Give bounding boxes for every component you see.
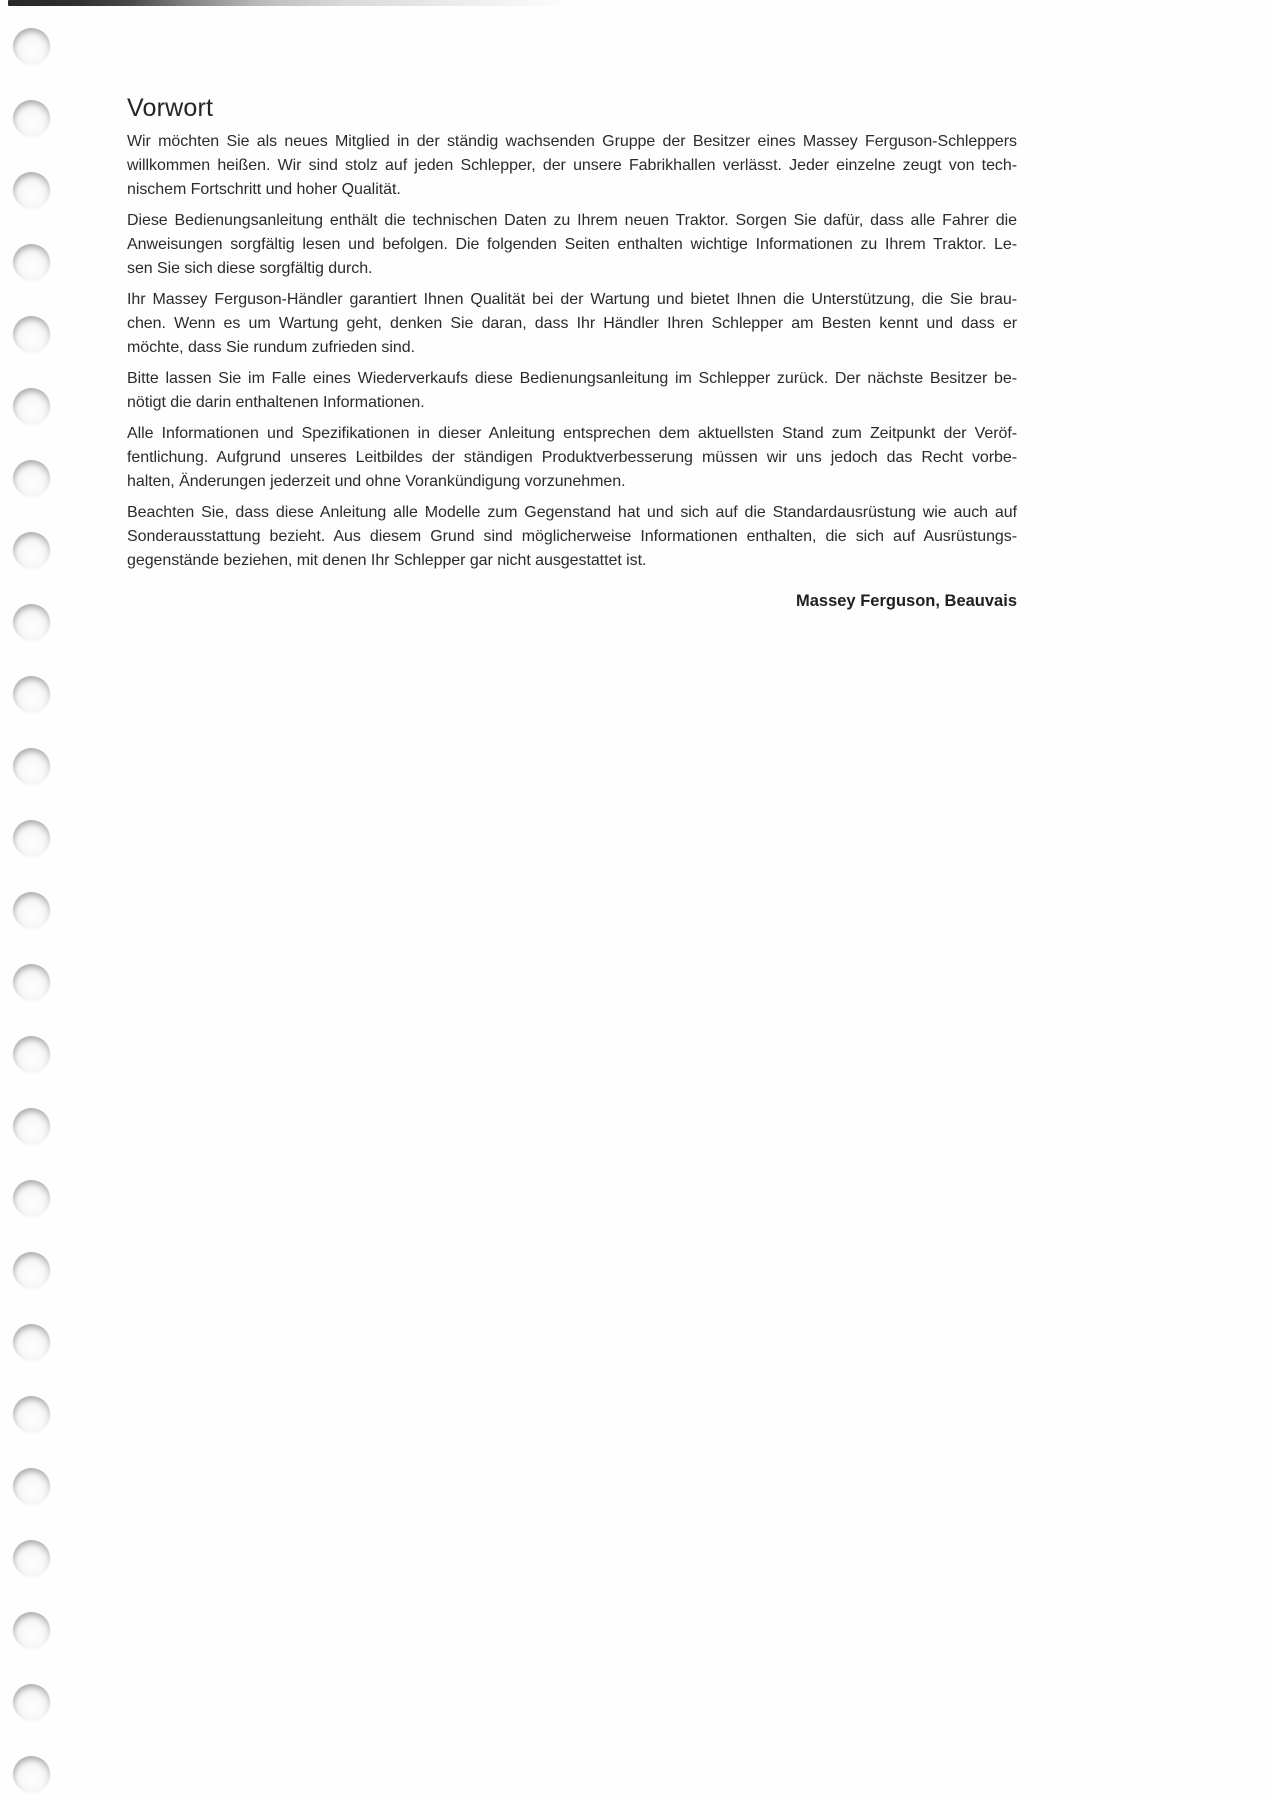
binder-hole [13,1468,50,1504]
binder-hole [13,244,50,280]
binder-hole [13,316,50,352]
text-line: sen Sie sich diese sorgfältig durch. [127,260,373,277]
text-line: Alle Informationen und Spezifikationen in dieser Anleitung entsprechen dem aktuellsten Stand zum Zeitpunkt der Veröf- [127,425,1017,442]
binder-hole [13,748,50,784]
binder-hole [13,1036,50,1072]
binder-hole [13,460,50,496]
binder-hole [13,1612,50,1648]
binder-hole [13,604,50,640]
binder-hole [13,532,50,568]
page-title: Vorwort [127,94,214,122]
binder-hole [13,1396,50,1432]
binder-hole [13,1756,50,1792]
binder-hole [13,172,50,208]
paragraph-specifications [127,422,1017,494]
paragraph-models-equipment [127,501,1017,573]
text-line: Diese Bedienungsanleitung enthält die technischen Daten zu Ihrem neuen Traktor. Sorgen Sie dafür, dass alle Fahrer die [127,212,1017,229]
text-line: nischem Fortschritt und hoher Qualität. [127,181,401,198]
binder-hole [13,1324,50,1360]
binder-hole [13,964,50,1000]
binder-hole [13,100,50,136]
signature-line: Massey Ferguson, Beauvais [795,592,1017,610]
binder-hole [13,820,50,856]
binder-hole [13,1540,50,1576]
text-line: Ihr Massey Ferguson-Händler garantiert Ihnen Qualität bei der Wartung und bietet Ihnen die Unterstützung, die Sie brau- [127,291,1017,308]
binder-hole [13,1684,50,1720]
paragraph-welcome [127,130,1017,202]
binder-hole [13,676,50,712]
binder-hole [13,1252,50,1288]
binder-hole [13,1180,50,1216]
paragraph-resale [127,367,1017,415]
binder-hole [13,388,50,424]
text-line: Wir möchten Sie als neues Mitglied in der ständig wachsenden Gruppe der Besitzer eines Massey Ferguson-Schleppers [127,133,1017,150]
binding-holes [0,0,70,1800]
text-line: Bitte lassen Sie im Falle eines Wiederverkaufs diese Bedienungsanleitung im Schlepper zurück. Der nächste Besitzer be- [127,370,1017,387]
paragraph-dealer [127,288,1017,360]
text-line: gegenstände beziehen, mit denen Ihr Schlepper gar nicht ausgestattet ist. [127,552,647,569]
scan-artifact-bar [8,0,568,6]
text-line: Anweisungen sorgfältig lesen und befolgen. Die folgenden Seiten enthalten wichtige Informationen zu Ihrem Traktor. Le- [127,236,1017,253]
text-line: fentlichung. Aufgrund unseres Leitbildes der ständigen Produktverbesserung müssen wir uns jedoch das Recht vorbe- [127,449,1017,466]
page-content [127,94,1017,612]
text-line: möchte, dass Sie rundum zufrieden sind. [127,339,415,356]
binder-hole [13,1108,50,1144]
binder-hole [13,892,50,928]
binder-hole [13,28,50,64]
text-line: willkommen heißen. Wir sind stolz auf jeden Schlepper, der unsere Fabrikhallen verlässt. Jeder einzelne zeugt von tech- [127,157,1017,174]
text-line: Beachten Sie, dass diese Anleitung alle Modelle zum Gegenstand hat und sich auf die Standardausrüstung wie auch auf [127,504,1017,521]
text-line: chen. Wenn es um Wartung geht, denken Sie daran, dass Ihr Händler Ihren Schlepper am Besten kennt und dass er [127,315,1017,332]
text-line: nötigt die darin enthaltenen Informationen. [127,394,425,411]
paragraph-manual-contents [127,209,1017,281]
text-line: Sonderausstattung bezieht. Aus diesem Grund sind möglicherweise Informationen enthalten, die sich auf Ausrüstungs- [127,528,1017,545]
text-line: halten, Änderungen jederzeit und ohne Vorankündigung vorzunehmen. [127,473,626,490]
